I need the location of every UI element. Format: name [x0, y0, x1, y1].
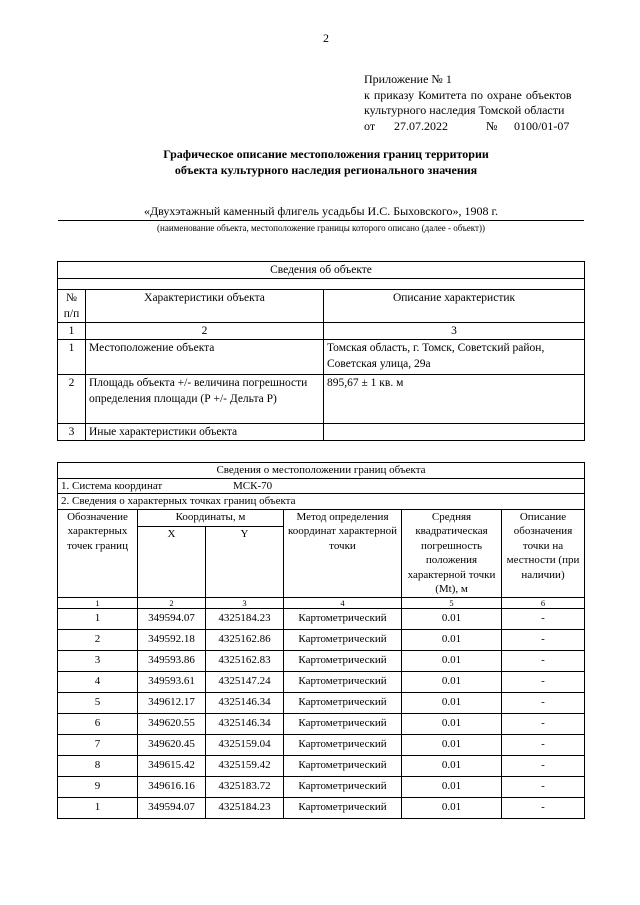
point-method: Картометрический: [284, 797, 402, 818]
coord-system-row: [58, 478, 585, 494]
boundary-point-row: [58, 671, 585, 692]
point-point: 9: [58, 776, 138, 797]
boundary-point-row: [58, 797, 585, 818]
point-y: 4325184.23: [206, 608, 284, 629]
col-number: 3: [206, 597, 284, 608]
point-desc: -: [502, 734, 585, 755]
header-point: Обозначение характерных точек границ: [58, 509, 138, 597]
point-mt: 0.01: [402, 692, 502, 713]
point-desc: -: [502, 629, 585, 650]
header-description: Описание обозначения точки на местности (при наличии): [502, 509, 585, 597]
row-description: [324, 424, 585, 441]
point-desc: -: [502, 755, 585, 776]
object-table-row: [58, 424, 585, 441]
object-table-row: [58, 340, 585, 375]
appendix-line-3: культурного наследия Томской области: [364, 103, 565, 117]
point-point: 5: [58, 692, 138, 713]
point-mt: 0.01: [402, 755, 502, 776]
point-mt: 0.01: [402, 671, 502, 692]
header-accuracy: Средняя квадратическая погрешность положения характерной точки (Mt), м: [402, 509, 502, 597]
point-mt: 0.01: [402, 797, 502, 818]
point-x: 349594.07: [138, 608, 206, 629]
point-y: 4325162.83: [206, 650, 284, 671]
point-mt: 0.01: [402, 776, 502, 797]
point-y: 4325184.23: [206, 797, 284, 818]
point-point: 7: [58, 734, 138, 755]
appendix-number: 0100/01-07: [514, 118, 570, 133]
appendix-header: [364, 72, 572, 134]
row-characteristic: Местоположение объекта: [86, 340, 324, 375]
object-table-col-number: 3: [324, 323, 585, 340]
object-table-col-number: 1: [58, 323, 86, 340]
boundary-points-table: [57, 462, 585, 819]
point-y: 4325147.24: [206, 671, 284, 692]
col-number: 6: [502, 597, 585, 608]
row-characteristic: Иные характеристики объекта: [86, 424, 324, 441]
point-y: 4325146.34: [206, 713, 284, 734]
col-number: 4: [284, 597, 402, 608]
boundary-point-row: [58, 776, 585, 797]
col-number: 2: [138, 597, 206, 608]
point-y: 4325162.86: [206, 629, 284, 650]
appendix-line-2: к приказу Комитета по охране объектов: [364, 87, 572, 102]
point-method: Картометрический: [284, 650, 402, 671]
point-x: 349620.55: [138, 713, 206, 734]
point-method: Картометрический: [284, 692, 402, 713]
object-table-row: [58, 375, 585, 424]
object-name-note: (наименование объекта, местоположение границы которого описано (далее - объект)): [157, 223, 485, 233]
appendix-number-sign: №: [486, 118, 498, 133]
point-method: Картометрический: [284, 629, 402, 650]
appendix-line-1: Приложение № 1: [364, 72, 452, 86]
point-x: 349594.07: [138, 797, 206, 818]
point-x: 349612.17: [138, 692, 206, 713]
appendix-from: от: [364, 118, 376, 133]
point-method: Картометрический: [284, 776, 402, 797]
point-desc: -: [502, 797, 585, 818]
point-y: 4325159.04: [206, 734, 284, 755]
object-info-table: [57, 261, 585, 441]
row-num: 3: [58, 424, 86, 441]
col-number: 1: [58, 597, 138, 608]
object-table-spacer: [58, 279, 585, 290]
row-num: 1: [58, 340, 86, 375]
point-x: 349592.18: [138, 629, 206, 650]
coord-system-label: 1. Система координат: [61, 479, 163, 492]
point-method: Картометрический: [284, 713, 402, 734]
point-y: 4325183.72: [206, 776, 284, 797]
boundary-point-row: [58, 608, 585, 629]
point-x: 349593.61: [138, 671, 206, 692]
point-x: 349593.86: [138, 650, 206, 671]
point-mt: 0.01: [402, 650, 502, 671]
point-desc: -: [502, 692, 585, 713]
point-mt: 0.01: [402, 713, 502, 734]
coord-system-value: МСК-70: [233, 479, 273, 492]
object-table-header-characteristics: Характеристики объекта: [86, 290, 324, 323]
point-point: 8: [58, 755, 138, 776]
point-point: 1: [58, 797, 138, 818]
point-method: Картометрический: [284, 734, 402, 755]
object-table-header-description: Описание характеристик: [324, 290, 585, 323]
object-table-header-num: № п/п: [58, 290, 86, 323]
appendix-date: 27.07.2022: [394, 118, 448, 133]
point-mt: 0.01: [402, 734, 502, 755]
point-point: 1: [58, 608, 138, 629]
point-x: 349615.42: [138, 755, 206, 776]
point-y: 4325146.34: [206, 692, 284, 713]
document-title: [0, 146, 640, 178]
point-mt: 0.01: [402, 629, 502, 650]
point-point: 4: [58, 671, 138, 692]
point-desc: -: [502, 713, 585, 734]
point-point: 2: [58, 629, 138, 650]
object-table-caption: Сведения об объекте: [58, 262, 585, 279]
title-line-1: Графическое описание местоположения границ территории: [163, 147, 489, 161]
point-point: 6: [58, 713, 138, 734]
appendix-line-4: [364, 119, 572, 135]
boundary-point-row: [58, 734, 585, 755]
point-point: 3: [58, 650, 138, 671]
object-name: «Двухэтажный каменный флигель усадьбы И.С. Быховского», 1908 г.: [58, 204, 584, 221]
point-x: 349620.45: [138, 734, 206, 755]
boundary-point-row: [58, 755, 585, 776]
row-characteristic: Площадь объекта +/- величина погрешности определения площади (Р +/- Дельта Р): [86, 375, 324, 424]
point-method: Картометрический: [284, 608, 402, 629]
boundary-point-row: [58, 692, 585, 713]
point-desc: -: [502, 776, 585, 797]
point-method: Картометрический: [284, 671, 402, 692]
boundary-point-row: [58, 650, 585, 671]
row-num: 2: [58, 375, 86, 424]
point-y: 4325159.42: [206, 755, 284, 776]
boundary-table-caption: Сведения о местоположении границ объекта: [58, 463, 585, 479]
header-x: X: [138, 526, 206, 597]
point-x: 349616.16: [138, 776, 206, 797]
point-desc: -: [502, 671, 585, 692]
point-desc: -: [502, 608, 585, 629]
page-number: 2: [323, 31, 329, 45]
object-table-col-number: 2: [86, 323, 324, 340]
row-description: 895,67 ± 1 кв. м: [324, 375, 585, 424]
point-method: Картометрический: [284, 755, 402, 776]
boundary-point-row: [58, 713, 585, 734]
row-description: Томская область, г. Томск, Советский район, Советская улица, 29а: [324, 340, 585, 375]
header-y: Y: [206, 526, 284, 597]
section2-label: 2. Сведения о характерных точках границ объекта: [58, 494, 585, 510]
title-line-2: объекта культурного наследия регионального значения: [174, 163, 478, 177]
boundary-point-row: [58, 629, 585, 650]
point-mt: 0.01: [402, 608, 502, 629]
point-desc: -: [502, 650, 585, 671]
header-coords: Координаты, м: [138, 509, 284, 526]
col-number: 5: [402, 597, 502, 608]
header-method: Метод определения координат характерной точки: [284, 509, 402, 597]
